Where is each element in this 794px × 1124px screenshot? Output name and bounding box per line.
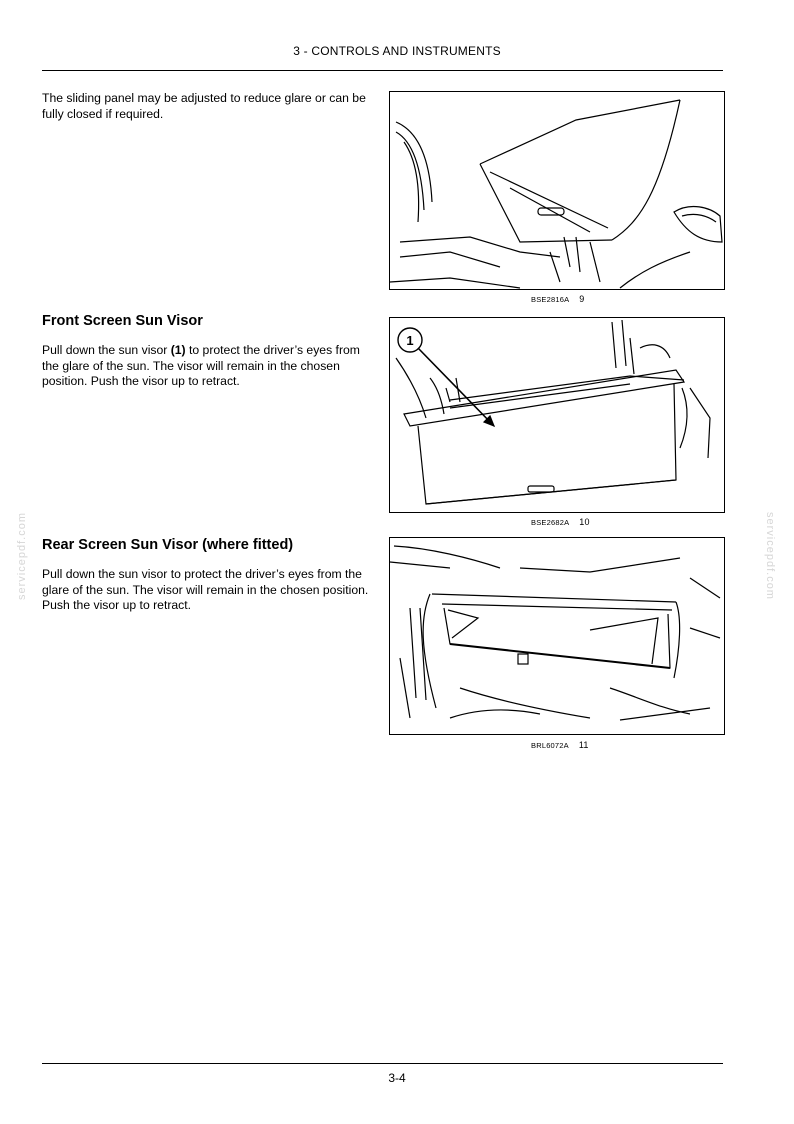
figure-9-code: BSE2816A bbox=[531, 295, 570, 304]
figure-9-number: 9 bbox=[579, 294, 585, 304]
callout-1-label: 1 bbox=[406, 333, 414, 348]
figure-sliding-panel bbox=[389, 91, 725, 290]
rear-visor-paragraph: Pull down the sun visor to protect the driver’s eyes from the glare of the sun. The visor will remain in the chosen position. Push the visor up to retract. bbox=[42, 567, 369, 612]
sliding-panel-paragraph: The sliding panel may be adjusted to reduce glare or can be fully closed if required. bbox=[42, 91, 366, 121]
front-visor-heading: Front Screen Sun Visor bbox=[42, 313, 203, 329]
front-visor-callout-ref: (1) bbox=[170, 343, 186, 357]
figure-10-number: 10 bbox=[579, 517, 590, 527]
figure-9-caption bbox=[531, 294, 585, 304]
header-rule bbox=[42, 70, 723, 71]
figure-10-code: BSE2682A bbox=[531, 518, 570, 527]
front-visor-text-a: Pull down the sun visor bbox=[42, 343, 171, 357]
figure-11-caption bbox=[531, 740, 589, 750]
footer-rule bbox=[42, 1063, 723, 1064]
front-visor-text-b: to protect the driver’s eyes from the glare of the sun. The visor will remain in the chosen position. Push the visor up to retract. bbox=[42, 343, 360, 388]
watermark-right: servicepdf.com bbox=[764, 512, 776, 600]
page-header-title: 3 - CONTROLS AND INSTRUMENTS bbox=[293, 44, 501, 58]
figure-rear-visor bbox=[389, 537, 725, 735]
figure-front-visor bbox=[389, 317, 725, 513]
page-number: 3-4 bbox=[388, 1071, 406, 1085]
figure-11-number: 11 bbox=[578, 740, 589, 750]
figure-11-code: BRL6072A bbox=[531, 741, 569, 750]
front-visor-paragraph bbox=[42, 343, 378, 390]
watermark-left: servicepdf.com bbox=[16, 512, 28, 600]
figure-10-caption bbox=[531, 517, 590, 527]
rear-visor-heading: Rear Screen Sun Visor (where fitted) bbox=[42, 537, 294, 553]
